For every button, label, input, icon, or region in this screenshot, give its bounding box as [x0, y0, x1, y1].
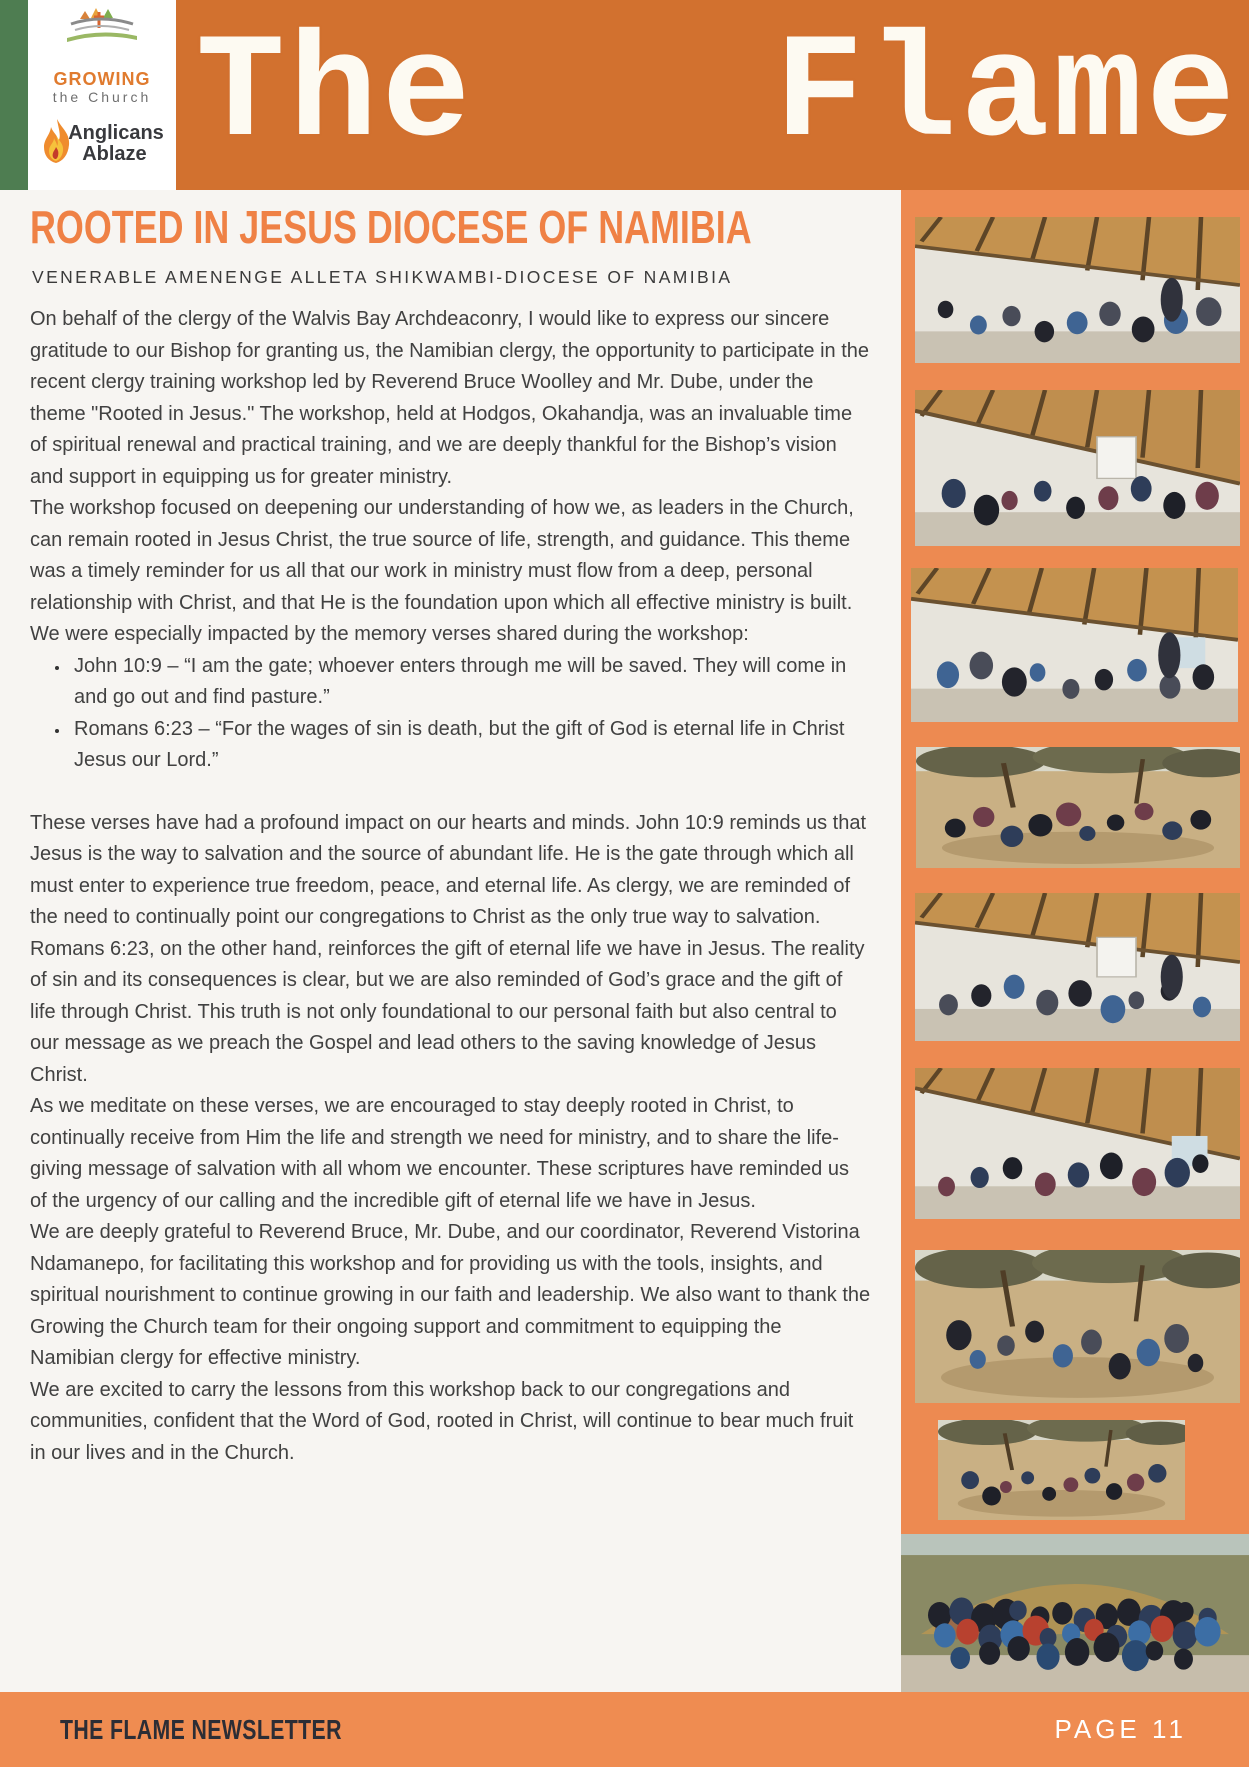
- masthead-word-flame: Flame: [774, 11, 1239, 179]
- sidebar-photo: [911, 568, 1238, 722]
- body-paragraph: The workshop focused on deepening our understanding of how we, as leaders in the Church, can remain rooted in Jesus Christ, the true source of life, strength, and guidance. This theme was a timely reminder for us all that our work in ministry must flow from a deep, personal relationship with Christ, and that He is the foundation upon which all effective ministry is built.: [30, 497, 854, 614]
- logo-the-church-text: the Church: [52, 89, 152, 105]
- body-paragraph: On behalf of the clergy of the Walvis Bay Archdeaconry, I would like to express our sincere gratitude to our Bishop for granting us, the Namibian clergy, the opportunity to participate in the recent clergy training workshop led by Reverend Bruce Woolley and Mr. Dube, under the theme "Rooted in Jesus." The workshop, held at Hodgos, Okahandja, was an invaluable time of spiritual renewal and practical training, and we are deeply thankful for the Bishop’s vision and support in equipping us for greater ministry.: [30, 308, 870, 488]
- body-paragraph: These verses have had a profound impact on our hearts and minds. John 10:9 reminds us that Jesus is the way to salvation and the source of abundant life. He is the gate through which all must enter to experience true freedom, peace, and eternal life. As clergy, we are reminded of the need to continually point our congregations to Christ as the only true way to salvation.: [30, 811, 867, 928]
- sidebar-photo: [915, 1250, 1240, 1403]
- masthead-title: [196, 0, 1239, 190]
- sidebar-photo: [915, 390, 1240, 546]
- article-column: [0, 190, 901, 1692]
- sidebar-photo: [901, 1534, 1249, 1692]
- sidebar-photo: [915, 1068, 1240, 1219]
- page-header: [0, 0, 1249, 190]
- body-paragraph: As we meditate on these verses, we are encouraged to stay deeply rooted in Christ, to continually receive from Him the life and strength we need for ministry, and to share the life-giving message of salvation with all whom we encounter. These scriptures have reminded us of the urgency of our calling and the incredible gift of eternal life we have in Jesus.: [30, 1095, 849, 1212]
- memory-verse-list: [46, 651, 871, 777]
- sidebar-photo: [915, 893, 1240, 1041]
- logo-anglicans-text: Anglicans: [68, 121, 164, 144]
- masthead-word-the: The: [196, 11, 475, 179]
- body-paragraph: We were especially impacted by the memory verses shared during the workshop:: [30, 623, 749, 645]
- anglicans-ablaze-logo: [40, 117, 164, 170]
- article-body: [30, 304, 871, 1469]
- page-footer: [0, 1692, 1249, 1767]
- verse-item-romans: • Romans 6:23 – “For the wages of sin is death, but the gift of God is eternal life in Christ Jesus our Lord.”: [70, 714, 871, 777]
- sidebar-photo: [916, 747, 1240, 868]
- logo-growing-text: GROWING: [53, 69, 151, 89]
- footer-page-number: PAGE 11: [1054, 1714, 1187, 1744]
- footer-newsletter-name: THE FLAME NEWSLETTER: [60, 1713, 342, 1745]
- growing-the-church-logo: [28, 0, 176, 190]
- logo-ablaze-text: Ablaze: [82, 142, 147, 165]
- verse-item-john: • John 10:9 – “I am the gate; whoever enters through me will be saved. They will come in and go out and find pasture.”: [70, 651, 871, 714]
- green-accent-stripe: [0, 0, 28, 190]
- body-paragraph: We are deeply grateful to Reverend Bruce, Mr. Dube, and our coordinator, Reverend Vistorina Ndamanepo, for facilitating this workshop and for providing us with the tools, insights, and spiritual nourishment to continue growing in our faith and leadership. We also want to thank the Growing the Church team for their ongoing support and commitment to equipping the Namibian clergy for effective ministry.: [30, 1221, 871, 1369]
- article-byline: VENERABLE AMENENGE ALLETA SHIKWAMBI-DIOCESE OF NAMIBIA: [32, 267, 733, 287]
- gtc-mark-icon: [63, 6, 141, 67]
- body-paragraph: We are excited to carry the lessons from this workshop back to our congregations and communities, confident that the Word of God, rooted in Christ, will continue to bear much fruit in our lives and in the Church.: [30, 1378, 854, 1464]
- photo-sidebar: [901, 190, 1249, 1692]
- article-title: ROOTED IN JESUS DIOCESE OF NAMIBIA: [30, 201, 752, 253]
- body-paragraph: Romans 6:23, on the other hand, reinforces the gift of eternal life we have in Jesus. The reality of sin and its consequences is clear, but we are also reminded of God’s grace and the gift of life through Christ. This truth is not only foundational to our personal faith but also central to our message as we preach the Gospel and lead others to the saving knowledge of Jesus Christ.: [30, 937, 865, 1086]
- sidebar-photo: [915, 217, 1240, 363]
- sidebar-photo: [938, 1420, 1185, 1520]
